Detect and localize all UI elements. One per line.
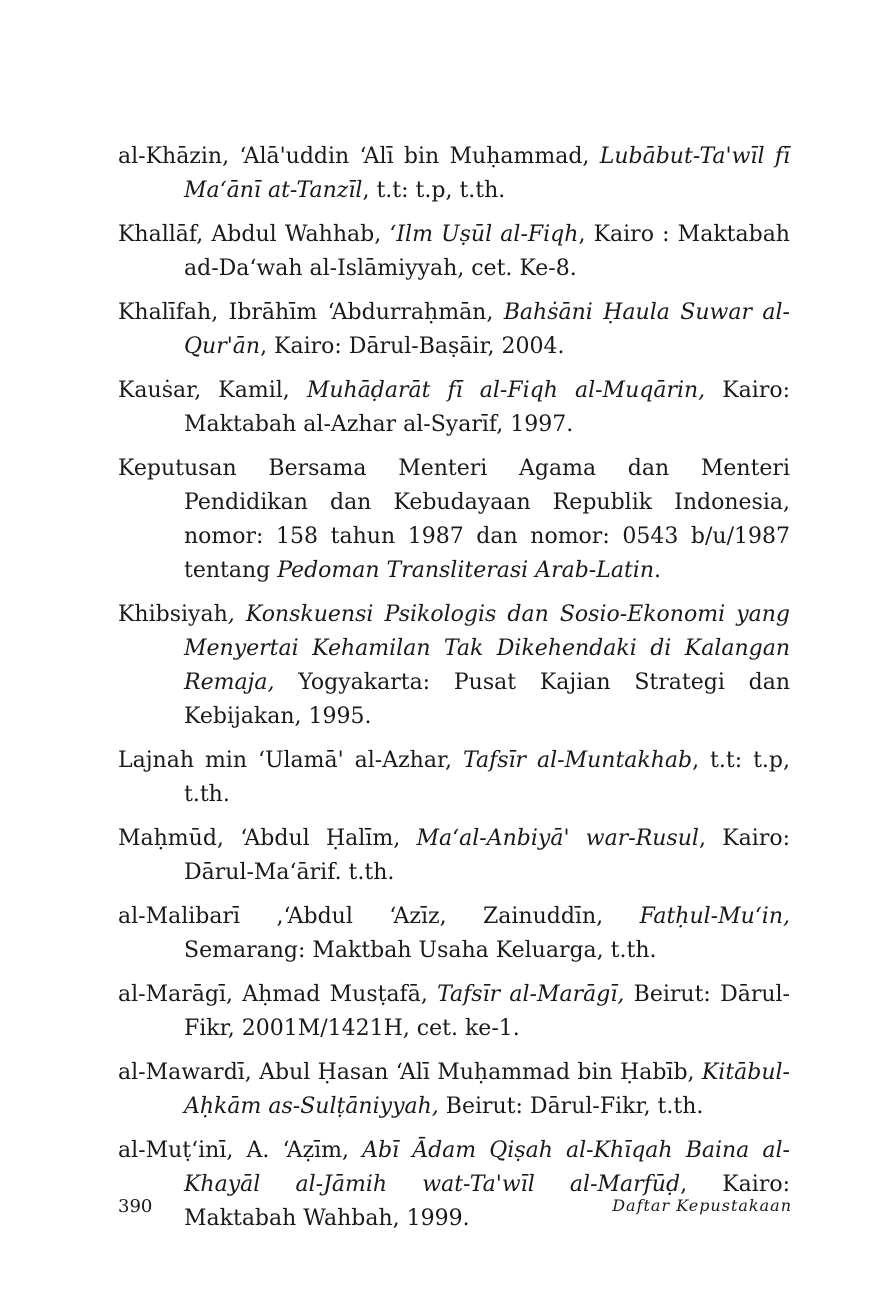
bibliography-entry: al-Marāgī, Aḥmad Musṭafā, Tafsīr al-Marāgī, Beirut: Dārul-Fikr, 2001M/1421H, cet. ke-1. xyxy=(118,982,790,1041)
bibliography-entry: Kauṡar, Kamil, Muhāḍarāt fī al-Fiqh al-Muqārin, Kairo: Maktabah al-Azhar al-Syarīf, 1997. xyxy=(118,378,790,437)
page-footer xyxy=(118,1196,792,1224)
bibliography-entry: al-Khāzin, ‘Alā'uddin ‘Alī bin Muḥammad, Lubābut-Ta'wīl fī Ma‘ānī at-Tanzīl, t.t: t.p, t.th. xyxy=(118,144,790,203)
page-number: 390 xyxy=(118,1196,153,1217)
bibliography-entry: Keputusan Bersama Menteri Agama dan Menteri Pendidikan dan Kebudayaan Republik Indonesia, nomor: 158 tahun 1987 dan nomor: 0543 b/u/1987 tentang Pedoman Transliterasi Arab-Latin. xyxy=(118,456,790,583)
bibliography-entry: Khalīfah, Ibrāhīm ‘Abdurraḥmān, Bahṡāni Ḥaula Suwar al-Qur'ān, Kairo: Dārul-Baṣāir, 2004. xyxy=(118,300,790,359)
bibliography-list xyxy=(118,140,790,1246)
bibliography-entry: al-Malibarī ,‘Abdul ‘Azīz, Zainuddīn, Fatḥul-Mu‘in, Semarang: Maktbah Usaha Keluarga, t.th. xyxy=(118,904,790,963)
bibliography-entry: Khallāf, Abdul Wahhab, ‘Ilm Uṣūl al-Fiqh, Kairo : Maktabah ad-Da‘wah al-Islāmiyyah, cet. Ke-8. xyxy=(118,222,790,281)
bibliography-entry: Lajnah min ‘Ulamā' al-Azhar, Tafsīr al-Muntakhab, t.t: t.p, t.th. xyxy=(118,748,790,807)
bibliography-entry: Khibsiyah, Konskuensi Psikologis dan Sosio-Ekonomi yang Menyertai Kehamilan Tak Dikehendaki di Kalangan Remaja, Yogyakarta: Pusat Kajian Strategi dan Kebijakan, 1995. xyxy=(118,602,790,729)
bibliography-entry: al-Mawardī, Abul Ḥasan ‘Alī Muḥammad bin Ḥabīb, Kitābul-Aḥkām as-Sulṭāniyyah, Beirut: Dārul-Fikr, t.th. xyxy=(118,1060,790,1119)
running-footer-title: Daftar Kepustakaan xyxy=(612,1196,792,1215)
bibliography-entry: Maḥmūd, ‘Abdul Ḥalīm, Ma‘al-Anbiyā' war-Rusul, Kairo: Dārul-Ma‘ārif. t.th. xyxy=(118,826,791,885)
bibliography-entry: al-Muṭ‘inī, A. ‘Aẓīm, Abī Ādam Qiṣah al-Khīqah Baina al-Khayāl al-Jāmih wat-Ta'wīl al-Marfūḍ, Kairo: Maktabah Wahbah, 1999. xyxy=(118,1138,791,1231)
